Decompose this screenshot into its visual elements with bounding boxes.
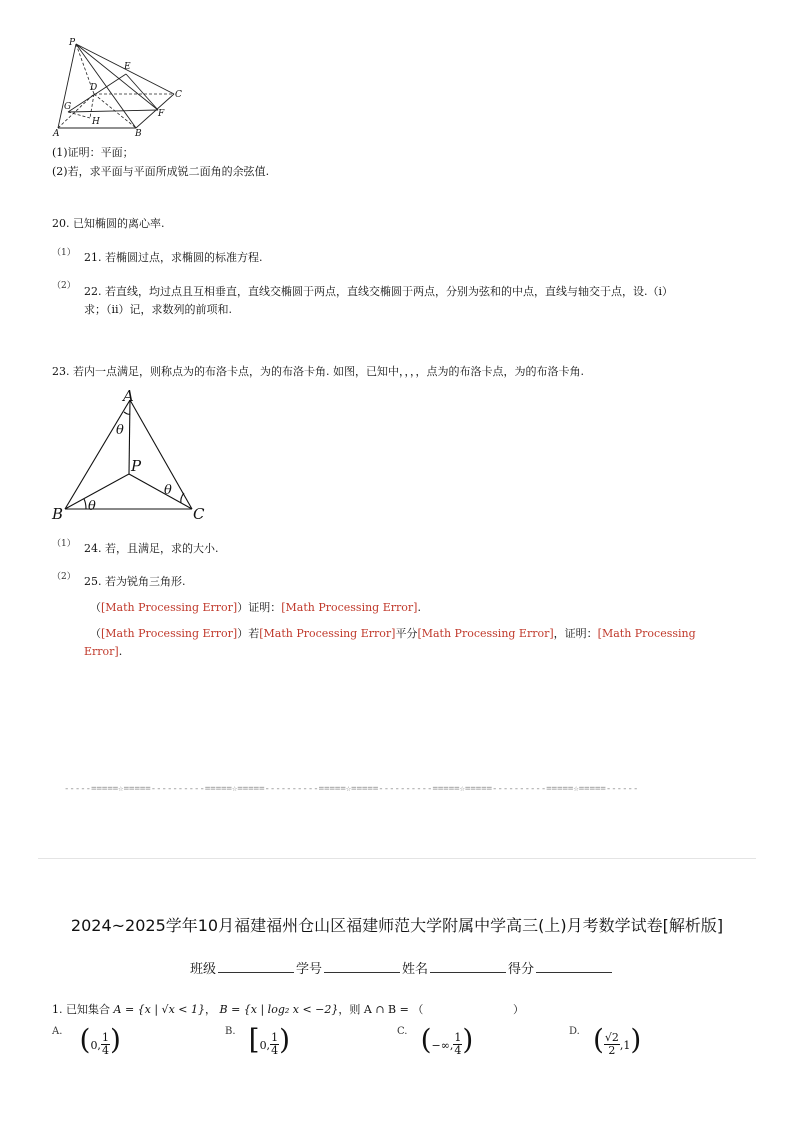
math-error: [Math Processing Error] [417, 627, 554, 640]
option-d-expr [592, 1023, 642, 1057]
math-error: [Math Processing Error] [259, 627, 396, 640]
option-b-expr [248, 1023, 290, 1057]
edge-pb [65, 474, 129, 509]
math-error: [Math Processing Error] [101, 627, 238, 640]
label-a: A [53, 129, 60, 138]
option-b-label: B. [225, 1026, 236, 1037]
label-c: C [193, 505, 205, 523]
set-a: A = {x | √x < 1} [113, 1003, 205, 1016]
q23-sub2: 25. 若为锐角三角形. [84, 575, 186, 588]
theta-c: θ [164, 483, 172, 498]
edge-ge [68, 74, 126, 112]
option-c-expr [420, 1023, 474, 1057]
label-b: B [135, 129, 142, 138]
q20-sub2-line2: 求；（ⅱ）记，求数列的前项和. [84, 303, 233, 316]
name-blank[interactable] [430, 960, 506, 973]
paren-right: ) [279, 1023, 290, 1056]
label-p: P [69, 38, 76, 48]
id-label: 学号 [296, 962, 323, 977]
score-blank[interactable] [536, 960, 612, 973]
denominator: 2 [608, 1044, 616, 1057]
paren-left: ( [592, 1023, 604, 1056]
q20-sub1-num: （1） [52, 248, 76, 258]
q23-line-i [90, 600, 421, 615]
denominator: 4 [101, 1044, 109, 1057]
edge-ap [129, 400, 130, 474]
score-label: 得分 [508, 962, 535, 977]
separator: ， [204, 1003, 216, 1016]
text-segment: 平分 [395, 627, 418, 640]
angle-arc-b [84, 499, 86, 509]
option-d[interactable] [569, 1023, 642, 1057]
class-blank[interactable] [218, 960, 294, 973]
paren-open: （ [90, 601, 101, 614]
math-error: [Math Processing Error] [101, 601, 238, 614]
text-segment: ）若 [237, 627, 260, 640]
angle-arc-c [181, 493, 184, 503]
pyramid-figure [50, 36, 190, 138]
q20-sub1: 21. 若椭圆过点，求椭圆的标准方程. [84, 251, 263, 264]
page-title: 2024~2025学年10月福建福州仓山区福建师范大学附属中学高三(上)月考数学试卷[解析版] [70, 916, 724, 935]
label-b: B [52, 505, 64, 523]
paren-open: （ [90, 627, 101, 640]
label-h: H [92, 117, 100, 127]
text-segment: ，证明： [553, 627, 598, 640]
math-error: [Math Processing [597, 627, 696, 640]
label-e: E [124, 62, 131, 72]
label-a: A [123, 387, 134, 405]
expr-left: 0, [90, 1039, 101, 1052]
numerator: 1 [101, 1031, 109, 1044]
q1-suffix: ，则 A ∩ B = （ [338, 1003, 424, 1016]
q23-stem: 23. 若内一点满足，则称点为的布洛卡点，为的布洛卡角. 如图，已知中，，，，点为的布洛卡点，为的布洛卡角. [52, 365, 584, 378]
text-segment: . [417, 601, 421, 614]
q1-close: ） [513, 1003, 524, 1016]
option-b[interactable] [225, 1023, 290, 1057]
q19-part1: (1)证明：平面； [52, 146, 134, 159]
paren-right: ) [630, 1023, 642, 1056]
expr-right: ,1 [619, 1039, 631, 1052]
q23-sub2-num: （2） [52, 572, 76, 582]
math-error: [Math Processing Error] [281, 601, 418, 614]
fraction [604, 1032, 620, 1057]
option-a[interactable] [52, 1023, 121, 1057]
edge-gf [68, 110, 158, 112]
text-segment: . [118, 645, 123, 658]
class-label: 班级 [190, 962, 217, 977]
q23-sub1-num: （1） [52, 539, 76, 549]
edge-ac [130, 400, 192, 509]
bracket-left: [ [248, 1023, 260, 1056]
q20-sub2-num: （2） [52, 281, 76, 291]
label-p: P [131, 457, 142, 475]
expr-left: 0, [259, 1039, 271, 1052]
label-d: D [90, 83, 98, 93]
option-c-label: C. [397, 1026, 408, 1037]
denominator: 4 [271, 1044, 279, 1057]
math-error: Error] [84, 645, 119, 658]
q23-line-ii-cont [84, 644, 122, 659]
numerator: 1 [454, 1031, 462, 1044]
label-c: C [175, 90, 182, 100]
option-a-expr [79, 1023, 121, 1057]
paren-right: ) [109, 1023, 121, 1056]
option-c[interactable] [397, 1023, 474, 1057]
edge-gh [68, 112, 90, 118]
paren-left: ( [79, 1023, 91, 1056]
edge-bc [136, 94, 174, 128]
denominator: 4 [454, 1044, 462, 1057]
numerator: √2 [604, 1031, 619, 1044]
student-info-row [190, 958, 614, 977]
set-b: B = {x | log₂ x < −2} [219, 1003, 339, 1016]
q23-sub1: 24. 若，且满足，求的大小. [84, 542, 219, 555]
text-segment: ）证明： [237, 601, 282, 614]
fraction [101, 1032, 110, 1057]
q1-prefix: 1. 已知集合 [52, 1003, 110, 1016]
paren-right: ) [462, 1023, 474, 1056]
edge-ab [65, 400, 130, 509]
edge-ef [126, 74, 158, 110]
expr-left: −∞, [431, 1039, 454, 1052]
option-d-label: D. [569, 1026, 580, 1037]
section-divider: -----=====☆=====----------=====☆=====----------=====☆=====----------=====☆=====----------=====☆=====------ [64, 784, 639, 794]
numerator: 1 [271, 1031, 279, 1044]
label-g: G [64, 102, 72, 112]
name-label: 姓名 [402, 962, 429, 977]
q1-stem [52, 1002, 423, 1017]
id-blank[interactable] [324, 960, 400, 973]
label-f: F [158, 109, 165, 119]
page-separator [38, 858, 756, 859]
brocard-triangle-figure [48, 386, 216, 524]
q19-part2: (2)若，求平面与平面所成锐二面角的余弦值. [52, 165, 270, 178]
paren-left: ( [420, 1023, 432, 1056]
option-a-label: A. [52, 1026, 63, 1037]
edge-pb [76, 44, 136, 128]
q20-stem: 20. 已知椭圆的离心率. [52, 217, 165, 230]
fraction [270, 1032, 279, 1057]
angle-arc-a [124, 412, 130, 414]
theta-b: θ [88, 499, 96, 514]
edge-pa [58, 44, 76, 128]
q20-sub2-line1: 22. 若直线，均过点且互相垂直，直线交椭圆于两点，直线交椭圆于两点，分别为弦和的中点，直线与轴交于点，设.（ⅰ） [84, 285, 674, 298]
q23-line-ii [90, 626, 696, 641]
theta-a: θ [116, 423, 124, 438]
